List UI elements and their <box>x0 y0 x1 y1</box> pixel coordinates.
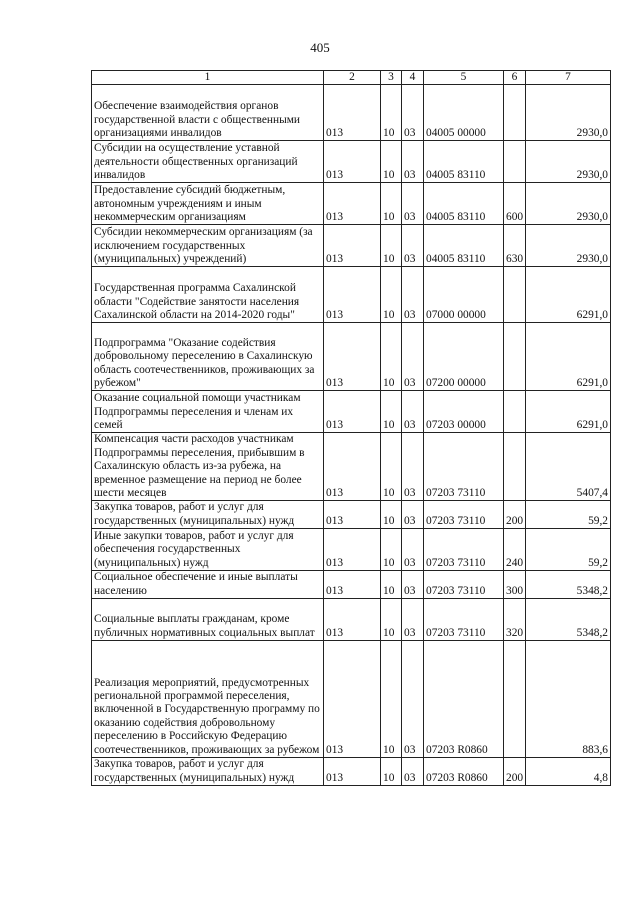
amount-cell: 2930,0 <box>526 85 611 141</box>
table-row <box>92 183 611 225</box>
section-code-cell: 10 <box>381 391 402 433</box>
expense-type-cell <box>504 641 526 758</box>
amount-cell: 5407,4 <box>526 433 611 501</box>
target-article-cell: 07203 73110 <box>424 571 504 599</box>
expense-type-cell: 630 <box>504 225 526 267</box>
subsection-code-cell: 03 <box>402 433 424 501</box>
section-code-cell: 10 <box>381 758 402 786</box>
row-name-cell: Закупка товаров, работ и услуг для государственных (муниципальных) нужд <box>92 758 324 786</box>
amount-cell: 5348,2 <box>526 571 611 599</box>
subsection-code-cell: 03 <box>402 529 424 571</box>
row-name-cell: Субсидии на осуществление уставной деятельности общественных организаций инвалидов <box>92 141 324 183</box>
subsection-code-cell: 03 <box>402 571 424 599</box>
expense-type-cell: 200 <box>504 758 526 786</box>
row-name-cell: Реализация мероприятий, предусмотренных региональной программой переселения, включенной в Государственную программу по оказанию содействия добровольному переселению в Российскую Федерацию соотечественников, проживающих за рубежом <box>92 641 324 758</box>
subsection-code-cell: 03 <box>402 225 424 267</box>
ministry-code-cell: 013 <box>324 529 381 571</box>
subsection-code-cell: 03 <box>402 141 424 183</box>
row-name-cell: Обеспечение взаимодействия органов государственной власти с общественными организациями инвалидов <box>92 85 324 141</box>
section-code-cell: 10 <box>381 529 402 571</box>
expense-type-cell <box>504 85 526 141</box>
amount-cell: 883,6 <box>526 641 611 758</box>
row-name-cell: Предоставление субсидий бюджетным, автономным учреждениям и иным некоммерческим организациям <box>92 183 324 225</box>
target-article-cell: 07203 R0860 <box>424 641 504 758</box>
amount-cell: 2930,0 <box>526 225 611 267</box>
subsection-code-cell: 03 <box>402 85 424 141</box>
section-code-cell: 10 <box>381 501 402 529</box>
target-article-cell: 04005 83110 <box>424 183 504 225</box>
amount-cell: 2930,0 <box>526 141 611 183</box>
subsection-code-cell: 03 <box>402 323 424 391</box>
table-header-row <box>92 71 611 85</box>
table-row <box>92 599 611 641</box>
expense-type-cell: 320 <box>504 599 526 641</box>
ministry-code-cell: 013 <box>324 501 381 529</box>
table-row <box>92 85 611 141</box>
column-header: 2 <box>324 71 381 85</box>
expense-type-cell <box>504 323 526 391</box>
column-header: 5 <box>424 71 504 85</box>
ministry-code-cell: 013 <box>324 141 381 183</box>
table-row <box>92 141 611 183</box>
section-code-cell: 10 <box>381 183 402 225</box>
ministry-code-cell: 013 <box>324 571 381 599</box>
column-header: 7 <box>526 71 611 85</box>
ministry-code-cell: 013 <box>324 391 381 433</box>
row-name-cell: Иные закупки товаров, работ и услуг для обеспечения государственных (муниципальных) нужд <box>92 529 324 571</box>
table-row <box>92 225 611 267</box>
ministry-code-cell: 013 <box>324 267 381 323</box>
expense-type-cell <box>504 141 526 183</box>
target-article-cell: 07203 00000 <box>424 391 504 433</box>
amount-cell: 6291,0 <box>526 323 611 391</box>
subsection-code-cell: 03 <box>402 391 424 433</box>
column-header: 3 <box>381 71 402 85</box>
table-row <box>92 641 611 758</box>
expense-type-cell <box>504 391 526 433</box>
amount-cell: 2930,0 <box>526 183 611 225</box>
column-header: 6 <box>504 71 526 85</box>
page-number: 405 <box>310 40 330 55</box>
table-row <box>92 571 611 599</box>
target-article-cell: 07203 73110 <box>424 529 504 571</box>
section-code-cell: 10 <box>381 641 402 758</box>
amount-cell: 4,8 <box>526 758 611 786</box>
target-article-cell: 07203 73110 <box>424 599 504 641</box>
table-row <box>92 501 611 529</box>
target-article-cell: 07203 R0860 <box>424 758 504 786</box>
table-row <box>92 433 611 501</box>
subsection-code-cell: 03 <box>402 183 424 225</box>
row-name-cell: Субсидии некоммерческим организациям (за исключением государственных (муниципальных) учреждений) <box>92 225 324 267</box>
target-article-cell: 07000 00000 <box>424 267 504 323</box>
subsection-code-cell: 03 <box>402 599 424 641</box>
subsection-code-cell: 03 <box>402 267 424 323</box>
expense-type-cell: 240 <box>504 529 526 571</box>
row-name-cell: Социальные выплаты гражданам, кроме публичных нормативных социальных выплат <box>92 599 324 641</box>
ministry-code-cell: 013 <box>324 433 381 501</box>
section-code-cell: 10 <box>381 85 402 141</box>
target-article-cell: 04005 83110 <box>424 141 504 183</box>
target-article-cell: 04005 83110 <box>424 225 504 267</box>
row-name-cell: Государственная программа Сахалинской области "Содействие занятости населения Сахалинской области на 2014-2020 годы" <box>92 267 324 323</box>
table-row <box>92 758 611 786</box>
section-code-cell: 10 <box>381 599 402 641</box>
row-name-cell: Компенсация части расходов участникам Подпрограммы переселения, прибывшим в Сахалинскую область из-за рубежа, на временное размещение на период не более шести месяцев <box>92 433 324 501</box>
expense-type-cell: 600 <box>504 183 526 225</box>
table-row <box>92 529 611 571</box>
subsection-code-cell: 03 <box>402 758 424 786</box>
expense-type-cell <box>504 433 526 501</box>
target-article-cell: 07203 73110 <box>424 433 504 501</box>
ministry-code-cell: 013 <box>324 225 381 267</box>
row-name-cell: Оказание социальной помощи участникам Подпрограммы переселения и членам их семей <box>92 391 324 433</box>
ministry-code-cell: 013 <box>324 758 381 786</box>
amount-cell: 5348,2 <box>526 599 611 641</box>
expense-type-cell <box>504 267 526 323</box>
row-name-cell: Подпрограмма "Оказание содействия добровольному переселению в Сахалинскую область соотечественников, проживающих за рубежом" <box>92 323 324 391</box>
expense-type-cell: 200 <box>504 501 526 529</box>
section-code-cell: 10 <box>381 323 402 391</box>
target-article-cell: 07200 00000 <box>424 323 504 391</box>
column-header: 1 <box>92 71 324 85</box>
target-article-cell: 04005 00000 <box>424 85 504 141</box>
budget-table <box>91 70 611 786</box>
column-header: 4 <box>402 71 424 85</box>
ministry-code-cell: 013 <box>324 599 381 641</box>
expense-type-cell: 300 <box>504 571 526 599</box>
ministry-code-cell: 013 <box>324 323 381 391</box>
amount-cell: 59,2 <box>526 529 611 571</box>
table-row <box>92 323 611 391</box>
row-name-cell: Закупка товаров, работ и услуг для государственных (муниципальных) нужд <box>92 501 324 529</box>
ministry-code-cell: 013 <box>324 85 381 141</box>
ministry-code-cell: 013 <box>324 641 381 758</box>
amount-cell: 6291,0 <box>526 267 611 323</box>
subsection-code-cell: 03 <box>402 641 424 758</box>
section-code-cell: 10 <box>381 267 402 323</box>
amount-cell: 6291,0 <box>526 391 611 433</box>
section-code-cell: 10 <box>381 571 402 599</box>
ministry-code-cell: 013 <box>324 183 381 225</box>
table-row <box>92 267 611 323</box>
section-code-cell: 10 <box>381 141 402 183</box>
target-article-cell: 07203 73110 <box>424 501 504 529</box>
table-row <box>92 391 611 433</box>
amount-cell: 59,2 <box>526 501 611 529</box>
row-name-cell: Социальное обеспечение и иные выплаты населению <box>92 571 324 599</box>
subsection-code-cell: 03 <box>402 501 424 529</box>
section-code-cell: 10 <box>381 433 402 501</box>
section-code-cell: 10 <box>381 225 402 267</box>
